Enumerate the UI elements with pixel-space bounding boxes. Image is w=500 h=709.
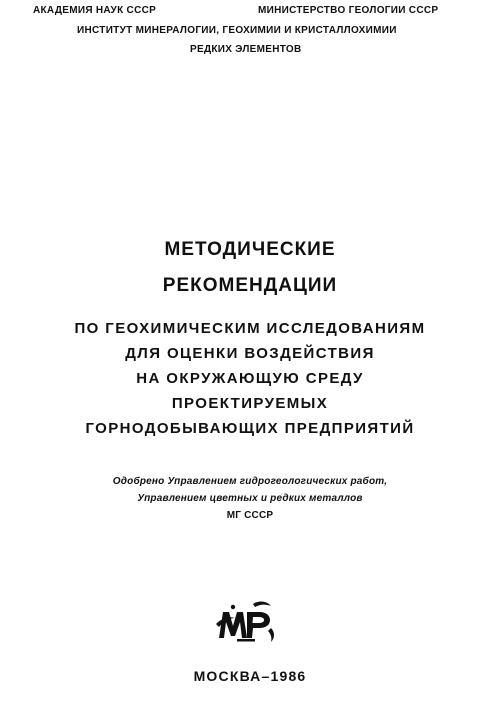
institute-name-line1: ИНСТИТУТ МИНЕРАЛОГИИ, ГЕОХИМИИ И КРИСТАЛЛОХИМИИ: [77, 25, 397, 36]
academy-name: АКАДЕМИЯ НАУК СССР: [33, 5, 157, 16]
subtitle-line-5: ГОРНОДОБЫВАЮЩИХ ПРЕДПРИЯТИЙ: [85, 420, 415, 437]
subtitle-line-2: ДЛЯ ОЦЕНКИ ВОЗДЕЙСТВИЯ: [125, 345, 375, 362]
title-line-2: РЕКОМЕНДАЦИИ: [162, 275, 338, 296]
title-line-1: МЕТОДИЧЕСКИЕ: [164, 239, 336, 260]
subtitle-line-3: НА ОКРУЖАЮЩУЮ СРЕДУ: [136, 370, 364, 387]
subtitle-line-4: ПРОЕКТИРУЕМЫХ: [171, 395, 329, 412]
approval-line-1: Одобрено Управлением гидрогеологических работ,: [112, 476, 388, 487]
city-and-year: МОСКВА–1986: [193, 668, 307, 684]
institute-name-line2: РЕДКИХ ЭЛЕМЕНТОВ: [190, 44, 302, 55]
subtitle-line-1: ПО ГЕОХИМИЧЕСКИМ ИССЛЕДОВАНИЯМ: [74, 320, 426, 337]
approval-line-2: Управлением цветных и редких металлов: [137, 493, 363, 504]
ministry-name: МИНИСТЕРСТВО ГЕОЛОГИИ СССР: [258, 5, 439, 16]
approval-note: [0, 473, 500, 524]
publisher-emblem-icon: [213, 598, 279, 644]
document-subtitle: [0, 316, 500, 441]
approval-line-3: МГ СССР: [226, 510, 274, 521]
document-title: [0, 232, 500, 304]
